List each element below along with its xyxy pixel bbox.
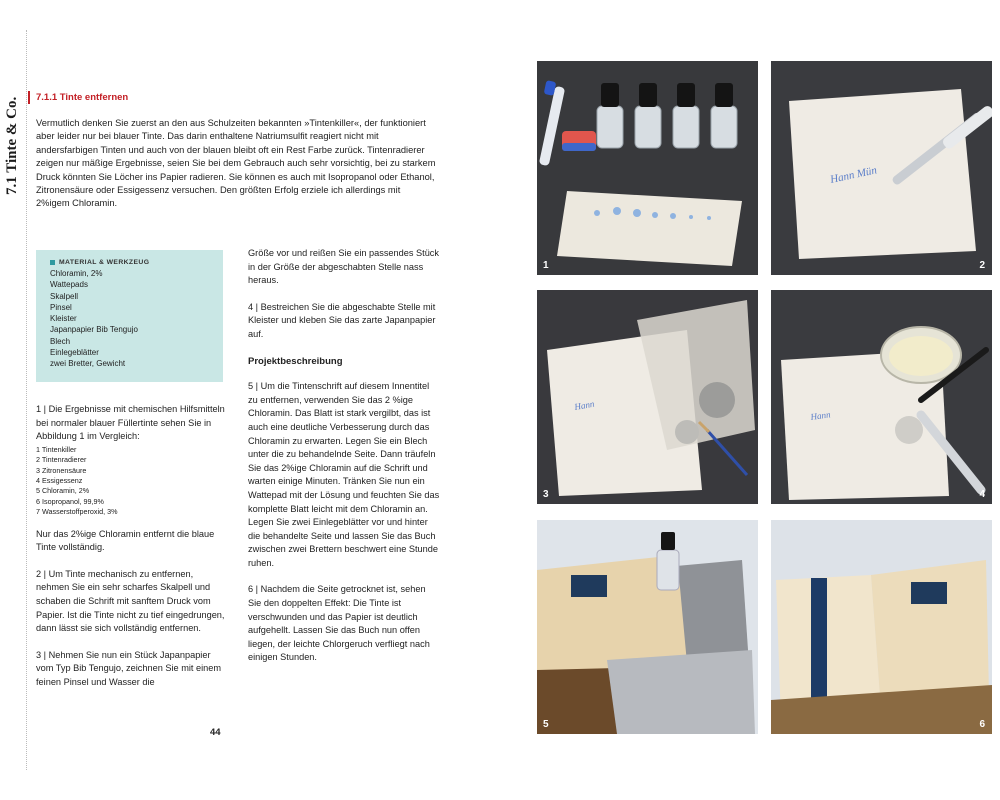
photo-number: 5: [543, 719, 549, 730]
comparison-item: 2 Tintenradierer: [36, 455, 87, 465]
square-bullet-icon: [50, 260, 55, 265]
photo-6-illustration: [771, 520, 992, 734]
material-heading-text: MATERIAL & WERKZEUG: [59, 259, 150, 266]
photo-5-book-treatment: [537, 520, 758, 734]
project-heading: Projektbeschreibung: [248, 355, 343, 367]
photo-6-book-result: [771, 520, 992, 734]
photo-2-illustration: [771, 61, 992, 275]
comparison-list: [36, 445, 226, 518]
material-item: Skalpell: [50, 291, 79, 301]
photo-number: 3: [543, 489, 549, 500]
photo-number: 1: [543, 260, 549, 271]
material-item: Japanpapier Bib Tengujo: [50, 325, 138, 335]
photo-3-handwriting: Hann: [573, 398, 596, 412]
material-item: zwei Bretter, Gewicht: [50, 359, 126, 369]
material-item: Einlegeblätter: [50, 348, 99, 358]
result-text: Nur das 2%ige Chloramin entfernt die blaue Tinte vollständig.: [36, 528, 215, 553]
comparison-item: 6 Isopropanol, 99,9%: [36, 496, 104, 506]
photo-4-paste: [771, 290, 992, 504]
photo-2-scalpel: [771, 61, 992, 275]
photo-3-illustration: [537, 290, 758, 504]
step-5-text: 5 | Um die Tintenschrift auf diesem Innentitel zu entfernen, verwenden Sie das 2 %ige Chloramin. Das Blatt ist stark vergilbt, das ist auch eine deutliche Verbesserung durch das Chloramin zu erwarten. Legen Sie ein Blech unter die zu behandelnde Seite. Dann träufeln Sie das 2%ige Chloramin auf die Schrift und warten einige Minuten. Tränken Sie nun ein Wattepad mit der Lösung und feuchten Sie das komplette Blatt leicht mit dem Chloramin an. Legen Sie zwei Einlegeblätter vor und hinter die behandelte Seite und lassen Sie das Buch zwischen zwei Brettern beschwert eine Stunde ruhen.: [248, 381, 440, 568]
photo-5-illustration: [537, 520, 758, 734]
comparison-item: 4 Essigessenz: [36, 476, 83, 485]
chapter-side-title: 7.1 Tinte & Co.: [4, 96, 20, 195]
intro-paragraph: Vermutlich denken Sie zuerst an den aus Schulzeiten bekannten »Tintenkiller«, der funktioniert aber leider nur bei blauer Tinte. Das darin enthaltene Natriumsulfit reagiert nicht mit andersfarbigen Tinten und auch von der blauen bleibt oft ein Rest Farbe zurück. Tintenradierer zeigen nur mäßige Ergebnisse, seien Sie bei dem Gebrauch auch sehr vorsichtig, bei zu starkem Druck könnten Sie Löcher ins Papier radieren. Sie können es auch mit Isopropanol oder Ethanol, Zitronensäure oder Essigessenz versuchen. Den größten Erfolg erziele ich allerdings mit 2%igem Chloramin.: [36, 118, 436, 209]
material-item: Pinsel: [50, 302, 72, 312]
step-3-continued-text: Größe vor und reißen Sie ein passendes Stück in der Größe der abgeschabten Stelle nass heraus.: [248, 248, 439, 286]
material-box: [36, 250, 223, 382]
photo-number: 2: [979, 260, 985, 271]
photo-number: 4: [979, 489, 985, 500]
material-item: Chloramin, 2%: [50, 269, 103, 278]
photo-number: 6: [979, 719, 985, 730]
photo-3-japan-paper: [537, 290, 758, 504]
photo-4-handwriting: Hann: [809, 409, 832, 422]
material-item: Wattepads: [50, 280, 88, 290]
comparison-item: 1 Tintenkiller: [36, 444, 77, 454]
material-item: Kleister: [50, 314, 77, 324]
comparison-item: 3 Zitronensäure: [36, 465, 87, 475]
section-heading: 7.1.1 Tinte entfernen: [28, 91, 328, 104]
step-1-text: 1 | Die Ergebnisse mit chemischen Hilfsmitteln bei normaler blauer Füllertinte sehen Sie in Abbildung 1 im Vergleich:: [36, 404, 225, 442]
step-6-text: 6 | Nachdem die Seite getrocknet ist, sehen Sie den doppelten Effekt: Die Tinte ist verschwunden und das Papier ist deutlich aufgehellt. Lassen Sie das Buch nun offen liegen, der leichte Chlorgeruch verfliegt nach einigen Stunden.: [248, 584, 430, 663]
comparison-item: 7 Wasserstoffperoxid, 3%: [36, 507, 118, 517]
margin-rule: [26, 30, 27, 770]
photo-2-handwriting: Hann Mün: [829, 164, 878, 186]
photo-4-illustration: [771, 290, 992, 504]
photo-1-chemical-comparison: [537, 61, 758, 275]
step-2-text: 2 | Um Tinte mechanisch zu entfernen, nehmen Sie ein sehr scharfes Skalpell und schaben die Schrift mit sanftem Druck vom Papier. Ist die Tinte nicht zu tief eingedrungen, dann lässt sie sich vollständig entfernen.: [36, 568, 225, 634]
step-3-text: 3 | Nehmen Sie nun ein Stück Japanpapier vom Typ Bib Tengujo, zeichnen Sie mit einem feinen Pinsel und Wasser die: [36, 649, 222, 687]
comparison-item: 5 Chloramin, 2%: [36, 486, 90, 496]
page-number: 44: [210, 727, 221, 738]
material-list: [50, 268, 213, 370]
material-item: Blech: [50, 336, 71, 346]
left-text-column: [36, 403, 226, 703]
step-4-text: 4 | Bestreichen Sie die abgeschabte Stelle mit Kleister und kleben Sie das zarte Japanpapier auf.: [248, 301, 436, 339]
material-heading: [50, 259, 213, 266]
photo-1-illustration: [537, 61, 758, 275]
middle-text-column: [248, 247, 440, 678]
